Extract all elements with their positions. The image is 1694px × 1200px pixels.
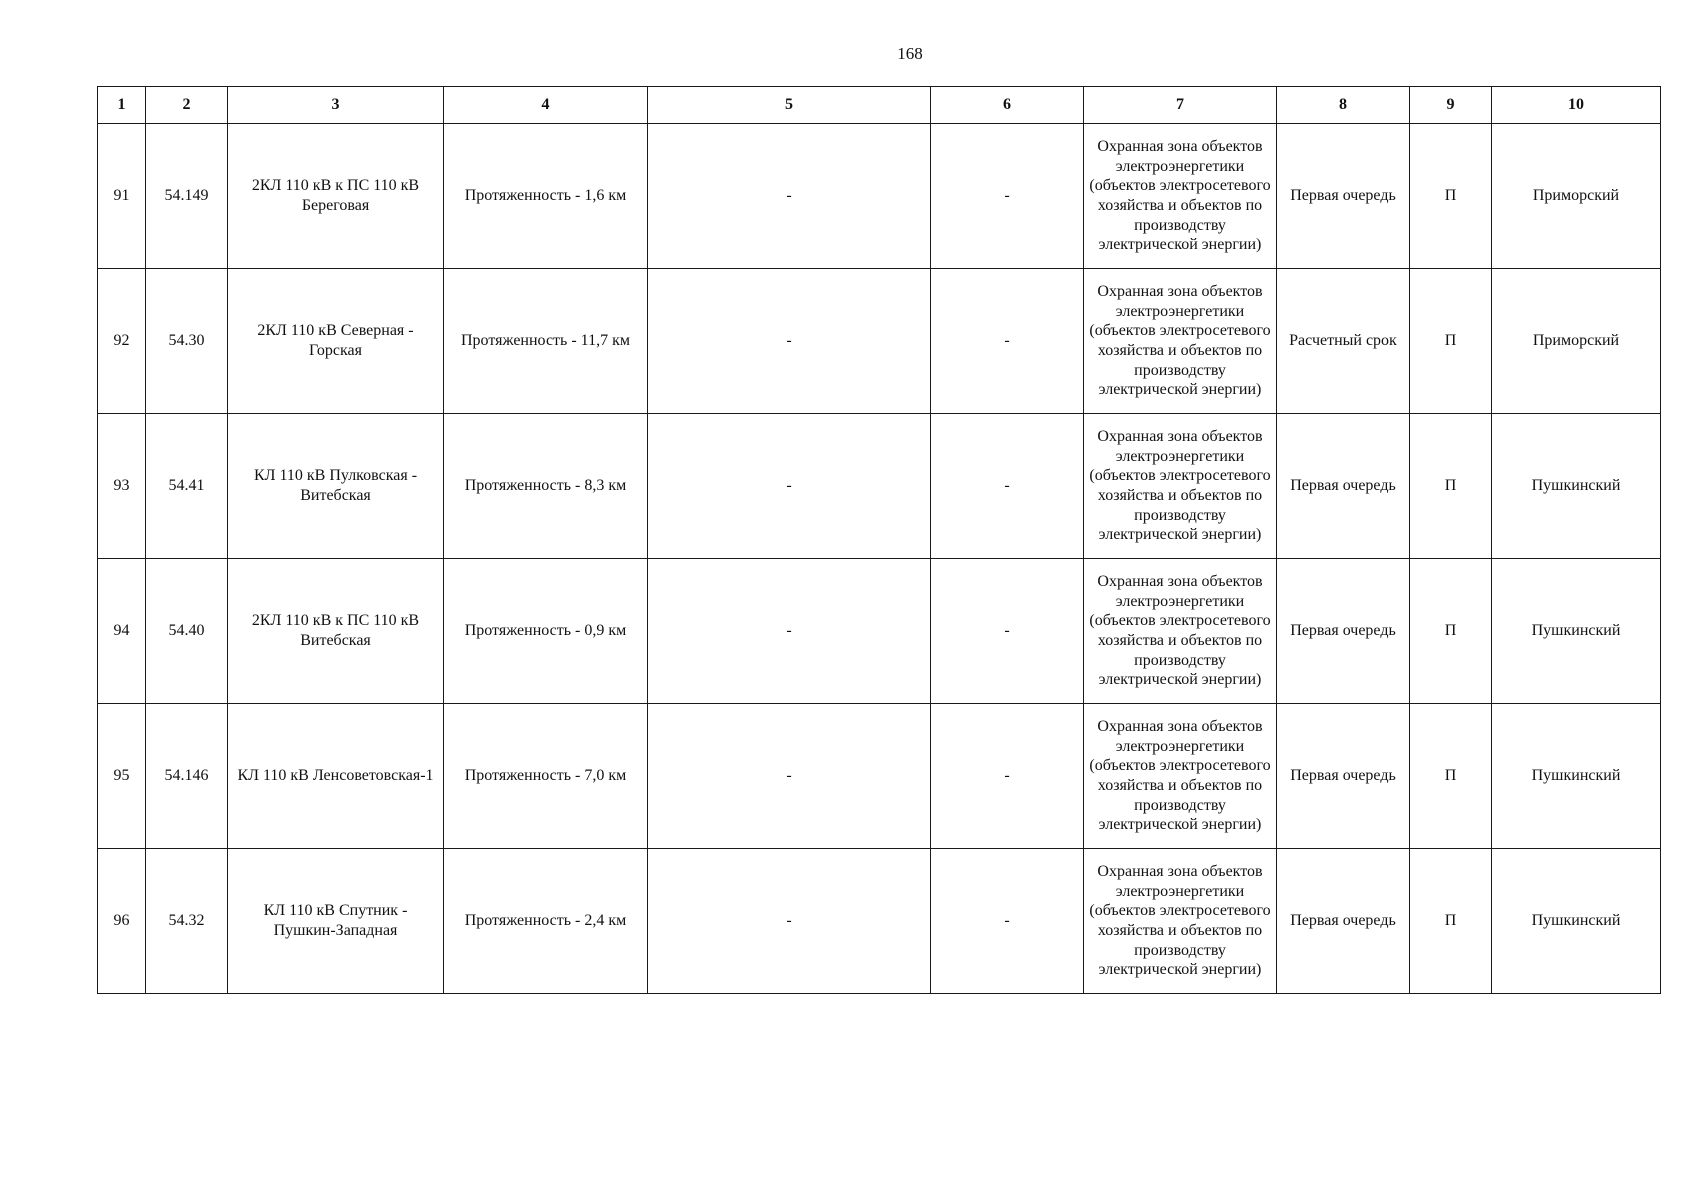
registry-table — [97, 86, 1661, 994]
object-length: Протяженность - 0,9 км — [444, 559, 648, 704]
district: Пушкинский — [1492, 414, 1661, 559]
table-row — [98, 124, 1661, 269]
header-row — [98, 87, 1661, 124]
status-code: П — [1410, 124, 1492, 269]
table-body — [98, 124, 1661, 994]
column-header: 10 — [1492, 87, 1661, 124]
col5-value: - — [648, 849, 931, 994]
col6-value: - — [931, 269, 1084, 414]
protection-zone: Охранная зона объектов электроэнергетики (объектов электросетевого хозяйства и объектов по производству электрической энергии) — [1084, 124, 1277, 269]
column-header: 3 — [228, 87, 444, 124]
col5-value: - — [648, 269, 931, 414]
col6-value: - — [931, 414, 1084, 559]
table-row — [98, 849, 1661, 994]
col5-value: - — [648, 704, 931, 849]
column-header: 7 — [1084, 87, 1277, 124]
object-code: 54.40 — [146, 559, 228, 704]
object-code: 54.30 — [146, 269, 228, 414]
column-header: 5 — [648, 87, 931, 124]
status-code: П — [1410, 269, 1492, 414]
col5-value: - — [648, 559, 931, 704]
column-header: 1 — [98, 87, 146, 124]
protection-zone: Охранная зона объектов электроэнергетики (объектов электросетевого хозяйства и объектов по производству электрической энергии) — [1084, 414, 1277, 559]
object-length: Протяженность - 1,6 км — [444, 124, 648, 269]
object-name: 2КЛ 110 кВ к ПС 110 кВ Береговая — [228, 124, 444, 269]
protection-zone: Охранная зона объектов электроэнергетики (объектов электросетевого хозяйства и объектов по производству электрической энергии) — [1084, 704, 1277, 849]
object-name: КЛ 110 кВ Спутник - Пушкин-Западная — [228, 849, 444, 994]
row-number: 96 — [98, 849, 146, 994]
table-row — [98, 559, 1661, 704]
object-name: КЛ 110 кВ Пулковская - Витебская — [228, 414, 444, 559]
object-code: 54.41 — [146, 414, 228, 559]
implementation-stage: Первая очередь — [1277, 559, 1410, 704]
implementation-stage: Расчетный срок — [1277, 269, 1410, 414]
object-length: Протяженность - 7,0 км — [444, 704, 648, 849]
object-name: КЛ 110 кВ Ленсоветовская-1 — [228, 704, 444, 849]
object-length: Протяженность - 2,4 км — [444, 849, 648, 994]
col6-value: - — [931, 849, 1084, 994]
object-code: 54.146 — [146, 704, 228, 849]
row-number: 93 — [98, 414, 146, 559]
table-row — [98, 704, 1661, 849]
column-header: 4 — [444, 87, 648, 124]
table-header — [98, 87, 1661, 124]
district: Пушкинский — [1492, 849, 1661, 994]
district: Приморский — [1492, 269, 1661, 414]
implementation-stage: Первая очередь — [1277, 124, 1410, 269]
status-code: П — [1410, 849, 1492, 994]
page-number: 168 — [897, 44, 923, 63]
status-code: П — [1410, 559, 1492, 704]
protection-zone: Охранная зона объектов электроэнергетики (объектов электросетевого хозяйства и объектов по производству электрической энергии) — [1084, 849, 1277, 994]
district: Пушкинский — [1492, 559, 1661, 704]
col5-value: - — [648, 124, 931, 269]
object-code: 54.149 — [146, 124, 228, 269]
object-code: 54.32 — [146, 849, 228, 994]
protection-zone: Охранная зона объектов электроэнергетики (объектов электросетевого хозяйства и объектов по производству электрической энергии) — [1084, 269, 1277, 414]
implementation-stage: Первая очередь — [1277, 414, 1410, 559]
row-number: 95 — [98, 704, 146, 849]
row-number: 92 — [98, 269, 146, 414]
status-code: П — [1410, 414, 1492, 559]
object-name: 2КЛ 110 кВ к ПС 110 кВ Витебская — [228, 559, 444, 704]
object-length: Протяженность - 8,3 км — [444, 414, 648, 559]
col6-value: - — [931, 704, 1084, 849]
col5-value: - — [648, 414, 931, 559]
district: Пушкинский — [1492, 704, 1661, 849]
implementation-stage: Первая очередь — [1277, 849, 1410, 994]
row-number: 94 — [98, 559, 146, 704]
column-header: 9 — [1410, 87, 1492, 124]
column-header: 6 — [931, 87, 1084, 124]
col6-value: - — [931, 559, 1084, 704]
object-length: Протяженность - 11,7 км — [444, 269, 648, 414]
status-code: П — [1410, 704, 1492, 849]
district: Приморский — [1492, 124, 1661, 269]
object-name: 2КЛ 110 кВ Северная - Горская — [228, 269, 444, 414]
column-header: 2 — [146, 87, 228, 124]
table-row — [98, 269, 1661, 414]
column-header: 8 — [1277, 87, 1410, 124]
col6-value: - — [931, 124, 1084, 269]
protection-zone: Охранная зона объектов электроэнергетики (объектов электросетевого хозяйства и объектов по производству электрической энергии) — [1084, 559, 1277, 704]
implementation-stage: Первая очередь — [1277, 704, 1410, 849]
table-row — [98, 414, 1661, 559]
row-number: 91 — [98, 124, 146, 269]
